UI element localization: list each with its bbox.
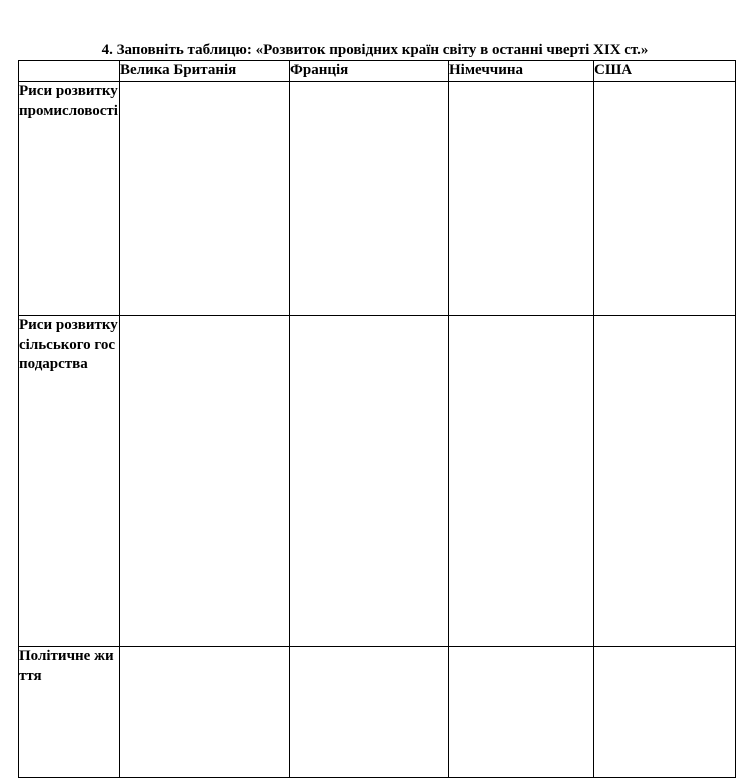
answer-cell[interactable] bbox=[594, 82, 736, 316]
table-row-agriculture bbox=[19, 316, 736, 647]
answer-cell[interactable] bbox=[290, 316, 449, 647]
row-header-industry: Риси розвитку промисловості bbox=[19, 82, 120, 316]
answer-cell[interactable] bbox=[120, 647, 290, 778]
answer-cell[interactable] bbox=[594, 647, 736, 778]
column-header-germany: Німеччина bbox=[449, 61, 594, 82]
answer-cell[interactable] bbox=[290, 647, 449, 778]
answer-cell[interactable] bbox=[449, 316, 594, 647]
column-header-great-britain: Велика Британія bbox=[120, 61, 290, 82]
table-header-row bbox=[19, 61, 736, 82]
countries-comparison-table bbox=[18, 60, 736, 778]
answer-cell[interactable] bbox=[290, 82, 449, 316]
row-header-politics: Політичне життя bbox=[19, 647, 120, 778]
column-header-usa: США bbox=[594, 61, 736, 82]
answer-cell[interactable] bbox=[594, 316, 736, 647]
header-corner-cell bbox=[19, 61, 120, 82]
row-header-agriculture: Риси розвитку сільського господарства bbox=[19, 316, 120, 647]
table-row-industry bbox=[19, 82, 736, 316]
column-header-france: Франція bbox=[290, 61, 449, 82]
answer-cell[interactable] bbox=[449, 82, 594, 316]
answer-cell[interactable] bbox=[449, 647, 594, 778]
answer-cell[interactable] bbox=[120, 82, 290, 316]
table-row-politics bbox=[19, 647, 736, 778]
task-title: 4. Заповніть таблицю: «Розвиток провідних країн світу в останні чверті XIX ст.» bbox=[101, 42, 649, 58]
answer-cell[interactable] bbox=[120, 316, 290, 647]
